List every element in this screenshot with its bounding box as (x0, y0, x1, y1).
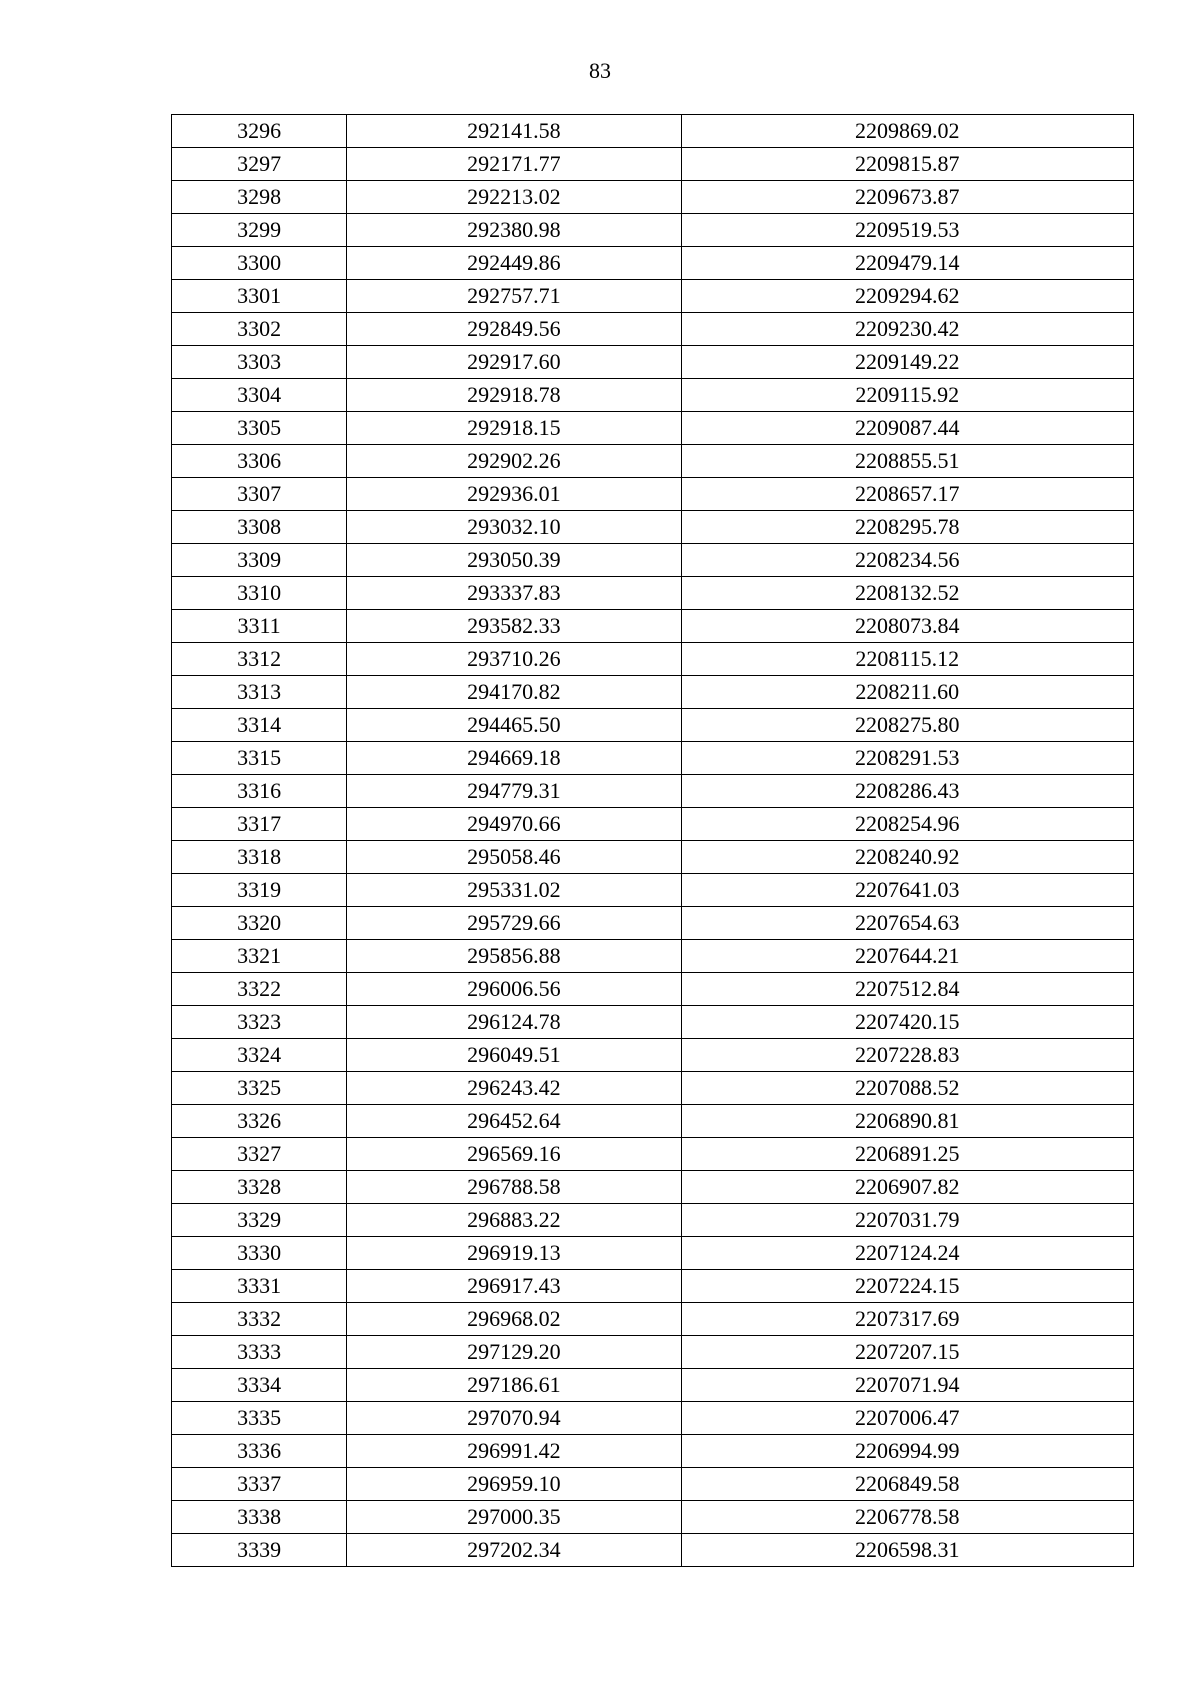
y-coordinate-cell: 2206598.31 (681, 1534, 1133, 1567)
x-coordinate-cell: 294170.82 (347, 676, 681, 709)
table-row (172, 148, 1134, 181)
y-coordinate-cell: 2209149.22 (681, 346, 1133, 379)
table-row (172, 346, 1134, 379)
x-coordinate-cell: 294779.31 (347, 775, 681, 808)
table-row (172, 940, 1134, 973)
point-number-cell: 3314 (172, 709, 347, 742)
x-coordinate-cell: 292380.98 (347, 214, 681, 247)
table-row (172, 1039, 1134, 1072)
y-coordinate-cell: 2206891.25 (681, 1138, 1133, 1171)
table-row (172, 1501, 1134, 1534)
y-coordinate-cell: 2208254.96 (681, 808, 1133, 841)
y-coordinate-cell: 2208211.60 (681, 676, 1133, 709)
y-coordinate-cell: 2207031.79 (681, 1204, 1133, 1237)
table-row (172, 1435, 1134, 1468)
point-number-cell: 3309 (172, 544, 347, 577)
y-coordinate-cell: 2209519.53 (681, 214, 1133, 247)
x-coordinate-cell: 295729.66 (347, 907, 681, 940)
point-number-cell: 3332 (172, 1303, 347, 1336)
y-coordinate-cell: 2206994.99 (681, 1435, 1133, 1468)
y-coordinate-cell: 2207071.94 (681, 1369, 1133, 1402)
x-coordinate-cell: 297070.94 (347, 1402, 681, 1435)
x-coordinate-cell: 293337.83 (347, 577, 681, 610)
y-coordinate-cell: 2207228.83 (681, 1039, 1133, 1072)
point-number-cell: 3305 (172, 412, 347, 445)
table-row (172, 907, 1134, 940)
y-coordinate-cell: 2207420.15 (681, 1006, 1133, 1039)
point-number-cell: 3307 (172, 478, 347, 511)
y-coordinate-cell: 2208132.52 (681, 577, 1133, 610)
y-coordinate-cell: 2209673.87 (681, 181, 1133, 214)
table-row (172, 742, 1134, 775)
point-number-cell: 3339 (172, 1534, 347, 1567)
table-row (172, 115, 1134, 148)
x-coordinate-cell: 296919.13 (347, 1237, 681, 1270)
table-row (172, 1369, 1134, 1402)
point-number-cell: 3304 (172, 379, 347, 412)
y-coordinate-cell: 2207512.84 (681, 973, 1133, 1006)
x-coordinate-cell: 292171.77 (347, 148, 681, 181)
y-coordinate-cell: 2206778.58 (681, 1501, 1133, 1534)
point-number-cell: 3308 (172, 511, 347, 544)
point-number-cell: 3315 (172, 742, 347, 775)
point-number-cell: 3303 (172, 346, 347, 379)
point-number-cell: 3328 (172, 1171, 347, 1204)
table-row (172, 1072, 1134, 1105)
point-number-cell: 3320 (172, 907, 347, 940)
x-coordinate-cell: 292918.15 (347, 412, 681, 445)
x-coordinate-cell: 296968.02 (347, 1303, 681, 1336)
table-row (172, 445, 1134, 478)
point-number-cell: 3333 (172, 1336, 347, 1369)
x-coordinate-cell: 296124.78 (347, 1006, 681, 1039)
x-coordinate-cell: 292902.26 (347, 445, 681, 478)
y-coordinate-cell: 2209115.92 (681, 379, 1133, 412)
point-number-cell: 3331 (172, 1270, 347, 1303)
table-row (172, 643, 1134, 676)
point-number-cell: 3306 (172, 445, 347, 478)
point-number-cell: 3297 (172, 148, 347, 181)
table-row (172, 544, 1134, 577)
table-row (172, 1006, 1134, 1039)
y-coordinate-cell: 2206890.81 (681, 1105, 1133, 1138)
y-coordinate-cell: 2208275.80 (681, 709, 1133, 742)
x-coordinate-cell: 292849.56 (347, 313, 681, 346)
x-coordinate-cell: 292757.71 (347, 280, 681, 313)
x-coordinate-cell: 292918.78 (347, 379, 681, 412)
point-number-cell: 3336 (172, 1435, 347, 1468)
table-row (172, 874, 1134, 907)
y-coordinate-cell: 2209087.44 (681, 412, 1133, 445)
x-coordinate-cell: 294669.18 (347, 742, 681, 775)
y-coordinate-cell: 2209294.62 (681, 280, 1133, 313)
y-coordinate-cell: 2207224.15 (681, 1270, 1133, 1303)
point-number-cell: 3300 (172, 247, 347, 280)
x-coordinate-cell: 292936.01 (347, 478, 681, 511)
point-number-cell: 3313 (172, 676, 347, 709)
point-number-cell: 3335 (172, 1402, 347, 1435)
point-number-cell: 3322 (172, 973, 347, 1006)
page-number: 83 (589, 58, 611, 83)
point-number-cell: 3329 (172, 1204, 347, 1237)
x-coordinate-cell: 295331.02 (347, 874, 681, 907)
point-number-cell: 3324 (172, 1039, 347, 1072)
x-coordinate-cell: 296991.42 (347, 1435, 681, 1468)
x-coordinate-cell: 293050.39 (347, 544, 681, 577)
table-row (172, 511, 1134, 544)
y-coordinate-cell: 2209479.14 (681, 247, 1133, 280)
y-coordinate-cell: 2208295.78 (681, 511, 1133, 544)
table-row (172, 1138, 1134, 1171)
point-number-cell: 3312 (172, 643, 347, 676)
point-number-cell: 3317 (172, 808, 347, 841)
table-row (172, 181, 1134, 214)
y-coordinate-cell: 2207644.21 (681, 940, 1133, 973)
point-number-cell: 3319 (172, 874, 347, 907)
table-row (172, 1204, 1134, 1237)
x-coordinate-cell: 293032.10 (347, 511, 681, 544)
x-coordinate-cell: 296569.16 (347, 1138, 681, 1171)
table-row (172, 280, 1134, 313)
x-coordinate-cell: 293710.26 (347, 643, 681, 676)
point-number-cell: 3327 (172, 1138, 347, 1171)
table-row (172, 247, 1134, 280)
table-row (172, 610, 1134, 643)
table-row (172, 214, 1134, 247)
y-coordinate-cell: 2206907.82 (681, 1171, 1133, 1204)
x-coordinate-cell: 292213.02 (347, 181, 681, 214)
point-number-cell: 3325 (172, 1072, 347, 1105)
x-coordinate-cell: 292917.60 (347, 346, 681, 379)
x-coordinate-cell: 296006.56 (347, 973, 681, 1006)
point-number-cell: 3311 (172, 610, 347, 643)
point-number-cell: 3296 (172, 115, 347, 148)
y-coordinate-cell: 2206849.58 (681, 1468, 1133, 1501)
table-row (172, 775, 1134, 808)
table-row (172, 412, 1134, 445)
table-row (172, 1336, 1134, 1369)
y-coordinate-cell: 2207317.69 (681, 1303, 1133, 1336)
point-number-cell: 3301 (172, 280, 347, 313)
point-number-cell: 3316 (172, 775, 347, 808)
x-coordinate-cell: 294465.50 (347, 709, 681, 742)
y-coordinate-cell: 2208115.12 (681, 643, 1133, 676)
y-coordinate-cell: 2209230.42 (681, 313, 1133, 346)
y-coordinate-cell: 2208073.84 (681, 610, 1133, 643)
table-row (172, 1402, 1134, 1435)
x-coordinate-cell: 293582.33 (347, 610, 681, 643)
x-coordinate-cell: 297129.20 (347, 1336, 681, 1369)
x-coordinate-cell: 296049.51 (347, 1039, 681, 1072)
table-row (172, 313, 1134, 346)
table-row (172, 1105, 1134, 1138)
y-coordinate-cell: 2207641.03 (681, 874, 1133, 907)
x-coordinate-cell: 294970.66 (347, 808, 681, 841)
point-number-cell: 3334 (172, 1369, 347, 1402)
y-coordinate-cell: 2208291.53 (681, 742, 1133, 775)
y-coordinate-cell: 2209869.02 (681, 115, 1133, 148)
table-row (172, 973, 1134, 1006)
point-number-cell: 3318 (172, 841, 347, 874)
point-number-cell: 3326 (172, 1105, 347, 1138)
table-row (172, 577, 1134, 610)
table-row (172, 1468, 1134, 1501)
x-coordinate-cell: 296883.22 (347, 1204, 681, 1237)
y-coordinate-cell: 2208240.92 (681, 841, 1133, 874)
x-coordinate-cell: 292141.58 (347, 115, 681, 148)
point-number-cell: 3310 (172, 577, 347, 610)
table-row (172, 1270, 1134, 1303)
x-coordinate-cell: 296243.42 (347, 1072, 681, 1105)
x-coordinate-cell: 296788.58 (347, 1171, 681, 1204)
y-coordinate-cell: 2209815.87 (681, 148, 1133, 181)
point-number-cell: 3299 (172, 214, 347, 247)
table-row (172, 709, 1134, 742)
y-coordinate-cell: 2208234.56 (681, 544, 1133, 577)
x-coordinate-cell: 292449.86 (347, 247, 681, 280)
y-coordinate-cell: 2208855.51 (681, 445, 1133, 478)
y-coordinate-cell: 2207088.52 (681, 1072, 1133, 1105)
y-coordinate-cell: 2207654.63 (681, 907, 1133, 940)
coordinate-table (171, 114, 1134, 1567)
table-row (172, 808, 1134, 841)
x-coordinate-cell: 297202.34 (347, 1534, 681, 1567)
y-coordinate-cell: 2207207.15 (681, 1336, 1133, 1369)
y-coordinate-cell: 2207124.24 (681, 1237, 1133, 1270)
table-row (172, 1171, 1134, 1204)
x-coordinate-cell: 297000.35 (347, 1501, 681, 1534)
table-body (172, 115, 1134, 1567)
table-row (172, 676, 1134, 709)
point-number-cell: 3298 (172, 181, 347, 214)
x-coordinate-cell: 297186.61 (347, 1369, 681, 1402)
table-row (172, 379, 1134, 412)
y-coordinate-cell: 2208657.17 (681, 478, 1133, 511)
point-number-cell: 3302 (172, 313, 347, 346)
x-coordinate-cell: 296959.10 (347, 1468, 681, 1501)
point-number-cell: 3338 (172, 1501, 347, 1534)
table-row (172, 1303, 1134, 1336)
x-coordinate-cell: 295856.88 (347, 940, 681, 973)
x-coordinate-cell: 296917.43 (347, 1270, 681, 1303)
table-row (172, 1237, 1134, 1270)
x-coordinate-cell: 295058.46 (347, 841, 681, 874)
y-coordinate-cell: 2208286.43 (681, 775, 1133, 808)
point-number-cell: 3321 (172, 940, 347, 973)
x-coordinate-cell: 296452.64 (347, 1105, 681, 1138)
y-coordinate-cell: 2207006.47 (681, 1402, 1133, 1435)
table-row (172, 478, 1134, 511)
point-number-cell: 3323 (172, 1006, 347, 1039)
point-number-cell: 3337 (172, 1468, 347, 1501)
table-row (172, 1534, 1134, 1567)
point-number-cell: 3330 (172, 1237, 347, 1270)
table-row (172, 841, 1134, 874)
